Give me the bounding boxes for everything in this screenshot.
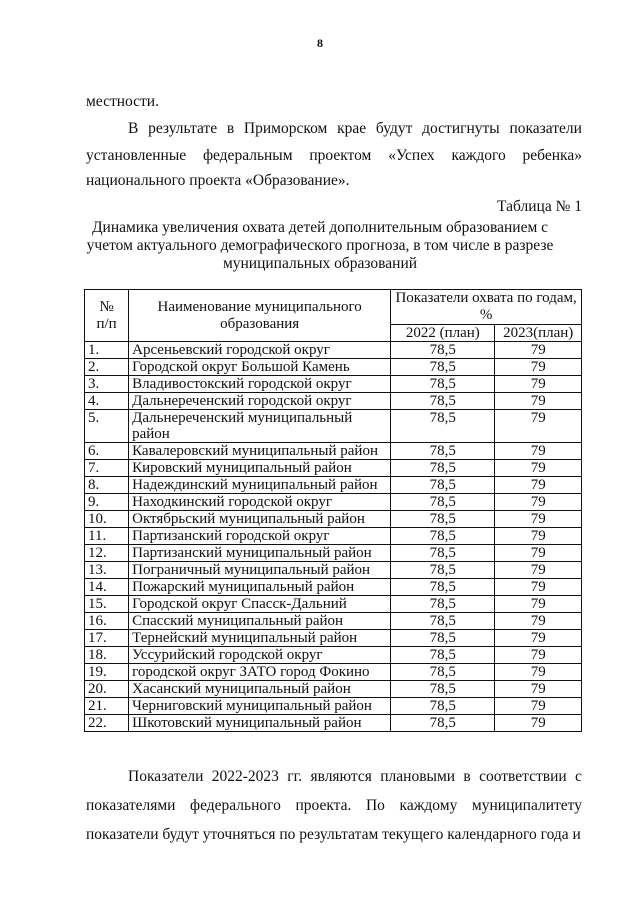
row-value-2022: 78,5 [391, 477, 495, 494]
row-value-2023: 79 [495, 410, 582, 443]
row-municipality: Хасанский муниципальный район [129, 681, 391, 698]
table-row [85, 410, 582, 443]
row-value-2022: 78,5 [391, 647, 495, 664]
row-value-2022: 78,5 [391, 545, 495, 562]
row-value-2022: 78,5 [391, 511, 495, 528]
header-num: № п/п [85, 290, 129, 342]
word: показатели [509, 120, 582, 137]
row-municipality: Владивостокский городской округ [129, 376, 391, 393]
row-number: 13. [85, 562, 129, 579]
row-value-2022: 78,5 [391, 630, 495, 647]
word: достигнуты [422, 120, 500, 137]
row-municipality: Дальнереченский городской округ [129, 393, 391, 410]
row-municipality: Шкотовский муниципальный район [129, 715, 391, 732]
row-value-2023: 79 [495, 698, 582, 715]
row-number: 22. [85, 715, 129, 732]
row-value-2023: 79 [495, 477, 582, 494]
row-number: 17. [85, 630, 129, 647]
row-municipality: Пограничный муниципальный район [129, 562, 391, 579]
table-row [85, 630, 582, 647]
table-row [85, 698, 582, 715]
header-year-2023: 2023(план) [495, 325, 582, 342]
row-value-2022: 78,5 [391, 410, 495, 443]
row-value-2022: 78,5 [391, 342, 495, 359]
table-row [85, 342, 582, 359]
table-row [85, 562, 582, 579]
row-value-2023: 79 [495, 443, 582, 460]
row-value-2022: 78,5 [391, 460, 495, 477]
table-row [85, 545, 582, 562]
table-row [85, 681, 582, 698]
word: каждого [451, 147, 506, 164]
outro-line-3: показатели будут уточняться по результатам текущего календарного года и [86, 826, 581, 843]
row-value-2023: 79 [495, 342, 582, 359]
row-number: 18. [85, 647, 129, 664]
row-value-2023: 79 [495, 562, 582, 579]
row-value-2022: 78,5 [391, 376, 495, 393]
row-value-2023: 79 [495, 647, 582, 664]
row-number: 5. [85, 410, 129, 443]
word: федерального [190, 797, 281, 814]
intro-paragraph-line-1 [128, 120, 582, 138]
word: гг. [287, 768, 303, 785]
table-row [85, 359, 582, 376]
table-row [85, 443, 582, 460]
row-number: 10. [85, 511, 129, 528]
word: крае [337, 120, 367, 137]
row-municipality: Октябрьский муниципальный район [129, 511, 391, 528]
row-municipality: городской округ ЗАТО город Фокино [129, 664, 391, 681]
word: «Успех [388, 147, 435, 164]
outro-line-2 [86, 797, 582, 815]
row-municipality: Пожарский муниципальный район [129, 579, 391, 596]
table-row [85, 494, 582, 511]
table-caption [80, 219, 560, 273]
table-row [85, 511, 582, 528]
row-municipality: Черниговский муниципальный район [129, 698, 391, 715]
row-value-2023: 79 [495, 460, 582, 477]
row-value-2022: 78,5 [391, 596, 495, 613]
row-number: 14. [85, 579, 129, 596]
table-row [85, 613, 582, 630]
header-name: Наименование муниципального образования [129, 290, 391, 342]
word: плановыми [380, 768, 456, 785]
row-value-2022: 78,5 [391, 715, 495, 732]
row-value-2023: 79 [495, 494, 582, 511]
table-row [85, 528, 582, 545]
word: являются [310, 768, 372, 785]
table-row [85, 477, 582, 494]
row-value-2022: 78,5 [391, 698, 495, 715]
row-value-2022: 78,5 [391, 393, 495, 410]
word: муниципалитету [471, 797, 582, 814]
row-value-2022: 78,5 [391, 528, 495, 545]
row-number: 19. [85, 664, 129, 681]
table-body [85, 342, 582, 732]
row-value-2022: 78,5 [391, 681, 495, 698]
row-municipality: Тернейский муниципальный район [129, 630, 391, 647]
row-value-2023: 79 [495, 596, 582, 613]
intro-paragraph-line-3: национального проекта «Образование». [86, 172, 350, 189]
table-row [85, 715, 582, 732]
row-number: 8. [85, 477, 129, 494]
word: По [365, 797, 385, 814]
row-municipality: Арсеньевский городской округ [129, 342, 391, 359]
word: В [128, 120, 139, 137]
row-value-2022: 78,5 [391, 494, 495, 511]
table-row [85, 460, 582, 477]
intro-paragraph-line-2 [86, 147, 582, 165]
row-municipality: Находкинский городской округ [129, 494, 391, 511]
row-number: 1. [85, 342, 129, 359]
row-municipality: Уссурийский городской округ [129, 647, 391, 664]
row-number: 2. [85, 359, 129, 376]
word: каждому [399, 797, 458, 814]
word: соответствии [479, 768, 567, 785]
row-number: 21. [85, 698, 129, 715]
row-municipality: Спасский муниципальный район [129, 613, 391, 630]
row-value-2023: 79 [495, 681, 582, 698]
row-value-2022: 78,5 [391, 613, 495, 630]
word: с [575, 768, 582, 785]
caption-line: муниципальных образований [222, 255, 418, 272]
row-municipality: Городской округ Спасск-Дальний [129, 596, 391, 613]
outro-line-1 [128, 768, 582, 786]
row-value-2023: 79 [495, 545, 582, 562]
row-number: 9. [85, 494, 129, 511]
word: ребенка» [522, 147, 582, 164]
row-value-2022: 78,5 [391, 579, 495, 596]
row-municipality: Надеждинский муниципальный район [129, 477, 391, 494]
row-number: 11. [85, 528, 129, 545]
word: в [463, 768, 471, 785]
row-number: 20. [85, 681, 129, 698]
row-value-2022: 78,5 [391, 664, 495, 681]
table-row [85, 376, 582, 393]
row-value-2023: 79 [495, 393, 582, 410]
table-row [85, 579, 582, 596]
row-value-2023: 79 [495, 664, 582, 681]
table-row [85, 596, 582, 613]
word: установленные [86, 147, 187, 164]
row-value-2022: 78,5 [391, 562, 495, 579]
table-row [85, 664, 582, 681]
row-value-2023: 79 [495, 528, 582, 545]
row-number: 7. [85, 460, 129, 477]
word: будут [375, 120, 413, 137]
word: Приморском [243, 120, 328, 137]
table-row [85, 393, 582, 410]
row-value-2023: 79 [495, 579, 582, 596]
word: результате [148, 120, 218, 137]
word: 2022-2023 [211, 768, 279, 785]
row-number: 12. [85, 545, 129, 562]
row-municipality: Кавалеровский муниципальный район [129, 443, 391, 460]
row-number: 16. [85, 613, 129, 630]
row-number: 15. [85, 596, 129, 613]
row-municipality: Партизанский муниципальный район [129, 545, 391, 562]
row-value-2023: 79 [495, 715, 582, 732]
word: проектом [309, 147, 372, 164]
row-municipality: Кировский муниципальный район [129, 460, 391, 477]
word: проекта. [295, 797, 352, 814]
page-number: 8 [317, 36, 323, 50]
coverage-table [84, 289, 582, 732]
row-value-2023: 79 [495, 511, 582, 528]
row-value-2022: 78,5 [391, 443, 495, 460]
intro-line-0: местности. [86, 93, 159, 110]
row-number: 4. [85, 393, 129, 410]
table-label: Таблица № 1 [497, 198, 582, 215]
word: Показатели [128, 768, 204, 785]
caption-line: Динамика увеличения охвата детей дополнительным образованием с [91, 219, 549, 236]
row-number: 3. [85, 376, 129, 393]
row-value-2023: 79 [495, 359, 582, 376]
row-value-2023: 79 [495, 630, 582, 647]
header-indicators: Показатели охвата по годам, % [391, 290, 582, 325]
table-row [85, 647, 582, 664]
row-value-2022: 78,5 [391, 359, 495, 376]
row-value-2023: 79 [495, 376, 582, 393]
word: в [226, 120, 235, 137]
word: показателями [86, 797, 176, 814]
row-value-2023: 79 [495, 613, 582, 630]
row-municipality: Городской округ Большой Камень [129, 359, 391, 376]
word: федеральным [202, 147, 293, 164]
row-municipality: Партизанский городской округ [129, 528, 391, 545]
caption-line: учетом актуального демографического прогноза, в том числе в разрезе [86, 237, 554, 254]
header-year-2022: 2022 (план) [391, 325, 495, 342]
row-number: 6. [85, 443, 129, 460]
row-municipality: Дальнереченский муниципальный район [129, 410, 391, 443]
